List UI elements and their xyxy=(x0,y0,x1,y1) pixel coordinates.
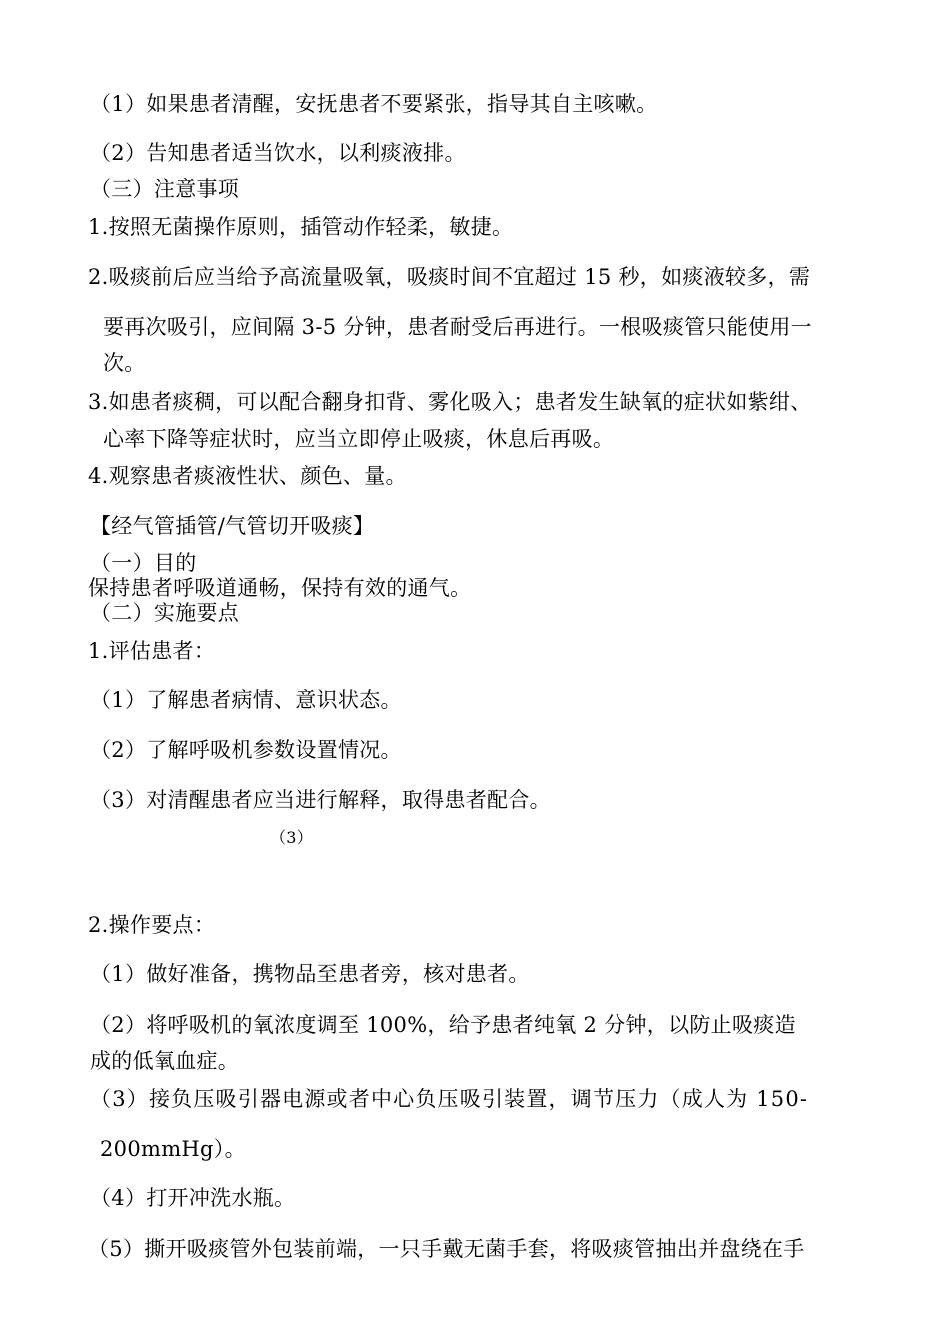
text-line: 次。 xyxy=(103,351,146,375)
text-line: 心率下降等症状时，应当立即停止吸痰，休息后再吸。 xyxy=(103,427,615,451)
text-line: 4.观察患者痰液性状、颜色、量。 xyxy=(88,464,407,488)
section-title: 【经气管插管/气管切开吸痰】 xyxy=(90,514,375,538)
text-line: （2）告知患者适当饮水，以利痰液排。 xyxy=(90,141,466,165)
text-line: 1.按照无菌操作原则，插管动作轻柔，敏捷。 xyxy=(88,215,514,239)
section-heading: （三）注意事项 xyxy=(90,177,240,201)
section-heading: （二）实施要点 xyxy=(90,601,240,625)
section-heading: （一）目的 xyxy=(90,551,197,575)
text-line: （5）撕开吸痰管外包装前端，一只手戴无菌手套，将吸痰管抽出并盘绕在手 xyxy=(88,1237,805,1261)
text-line: （3）对清醒患者应当进行解释，取得患者配合。 xyxy=(90,788,551,812)
text-line: （4）打开冲洗水瓶。 xyxy=(90,1186,296,1210)
text-line: （1）了解患者病情、意识状态。 xyxy=(90,688,402,712)
text-line: 2.吸痰前后应当给予高流量吸氧，吸痰时间不宜超过 15 秒，如痰液较多，需 xyxy=(88,265,811,289)
text-line: 3.如患者痰稠，可以配合翻身扣背、雾化吸入；患者发生缺氧的症状如紫绀、 xyxy=(88,390,812,414)
text-line: 1.评估患者： xyxy=(88,639,216,663)
text-line: （3）接负压吸引器电源或者中心负压吸引装置，调节压力（成人为 150- xyxy=(90,1087,809,1111)
text-line: （1）如果患者清醒，安抚患者不要紧张，指导其自主咳嗽。 xyxy=(90,92,658,116)
text-line: （2）了解呼吸机参数设置情况。 xyxy=(90,738,402,762)
text-line: 成的低氧血症。 xyxy=(90,1049,240,1073)
text-line: 2.操作要点： xyxy=(88,913,216,937)
text-line: （1）做好准备，携物品至患者旁，核对患者。 xyxy=(90,962,530,986)
text-line: （2）将呼吸机的氧浓度调至 100%，给予患者纯氧 2 分钟，以防止吸痰造 xyxy=(90,1013,796,1037)
text-line: 保持患者呼吸道通畅，保持有效的通气。 xyxy=(88,576,472,600)
text-line: 要再次吸引，应间隔 3-5 分钟，患者耐受后再进行。一根吸痰管只能使用一 xyxy=(103,315,812,339)
page-number: （3） xyxy=(270,828,314,847)
text-line: 200mmHg）。 xyxy=(100,1137,246,1161)
